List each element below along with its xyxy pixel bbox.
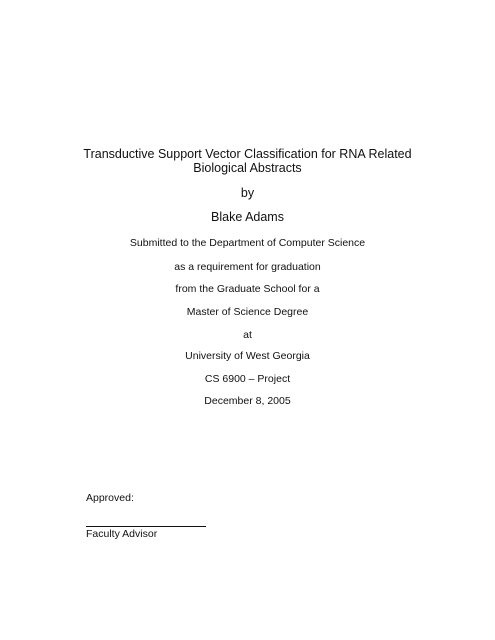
degree-line: Master of Science Degree xyxy=(186,306,309,318)
signature-line xyxy=(86,526,206,527)
course-line: CS 6900 – Project xyxy=(204,373,291,385)
submission-line-3: from the Graduate School for a xyxy=(175,283,320,295)
thesis-title-line-1: Transductive Support Vector Classification for RNA Related xyxy=(83,147,412,161)
faculty-advisor-label: Faculty Advisor xyxy=(86,528,158,540)
author-name: Blake Adams xyxy=(211,210,284,224)
by-label: by xyxy=(240,186,255,200)
date-line: December 8, 2005 xyxy=(204,395,291,407)
thesis-title-line-2: Biological Abstracts xyxy=(193,161,302,175)
submission-line-1: Submitted to the Department of Computer Science xyxy=(129,237,366,249)
at-line: at xyxy=(243,329,252,341)
submission-line-2: as a requirement for graduation xyxy=(174,261,321,273)
approved-label: Approved: xyxy=(86,492,134,504)
university-line: University of West Georgia xyxy=(185,350,310,362)
